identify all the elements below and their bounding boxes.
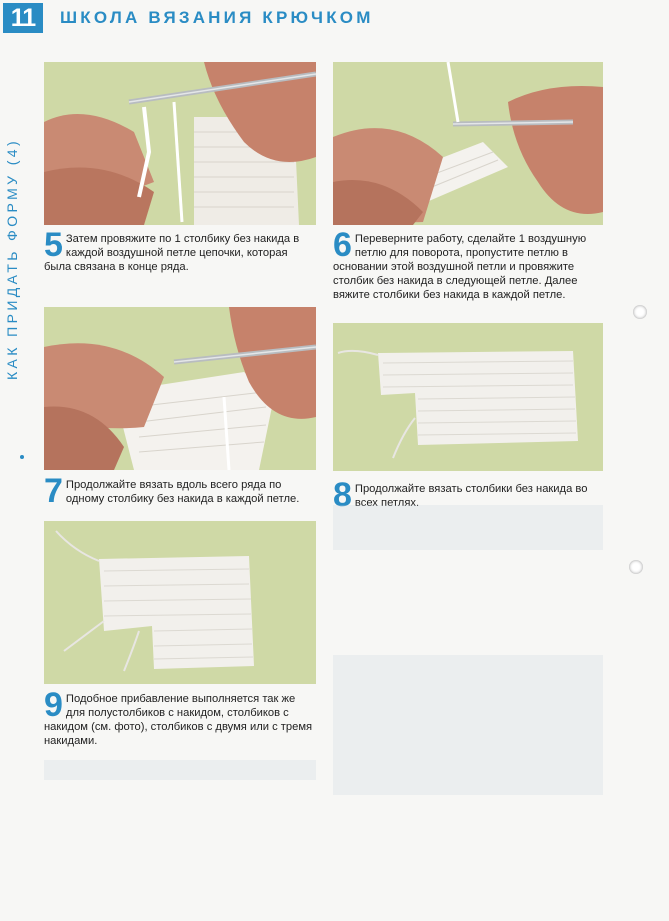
- section-sidebar: [4, 50, 24, 420]
- page-title: ШКОЛА ВЯЗАНИЯ КРЮЧКОМ: [60, 8, 374, 27]
- show-through-area: [333, 505, 603, 550]
- step-number: 9: [44, 686, 63, 724]
- photo-step-7-image: [44, 307, 316, 470]
- step-text: Подобное прибавление выполняется так же для полустолбиков с накидом, столбиков с накидом (см. фото), столбиков с двумя или с тремя накидами.: [44, 693, 313, 747]
- photo-step-6-image: [333, 62, 603, 225]
- show-through-area: [44, 760, 316, 780]
- step-9: [44, 686, 316, 748]
- step-number: 6: [333, 226, 352, 264]
- step-text: Затем провяжите по 1 столбику без накида в каждой воздушной петле цепочки, которая была связана в конце ряда.: [44, 233, 300, 273]
- page-header: [0, 0, 669, 42]
- sidebar-label: КАК ПРИДАТЬ ФОРМУ (4): [4, 137, 20, 380]
- photo-step-6: [333, 62, 603, 225]
- photo-step-5: [44, 62, 316, 225]
- photo-step-5-image: [44, 62, 316, 225]
- binder-hole: [629, 560, 643, 574]
- step-6: [333, 226, 603, 302]
- step-number: 8: [333, 476, 352, 514]
- step-text: Продолжайте вязать вдоль всего ряда по одному столбику без накида в каждой петле.: [65, 479, 300, 505]
- photo-step-8: [333, 323, 603, 471]
- sidebar-dot: [20, 455, 24, 459]
- photo-step-9-image: [44, 521, 316, 684]
- step-text: Продолжайте вязать столбики без накида во всех петлях.: [354, 483, 588, 509]
- photo-step-9: [44, 521, 316, 684]
- show-through-area: [333, 655, 603, 795]
- step-number: 5: [44, 226, 63, 264]
- page-number: 11: [3, 3, 43, 33]
- binder-hole: [633, 305, 647, 319]
- step-5: [44, 226, 316, 274]
- step-text: Переверните работу, сделайте 1 воздушную петлю для поворота, пропустите петлю в основании этой воздушной петли и провяжите столбик без накида в следующей петле. Далее вяжите столбики без накида в каждой петле.: [333, 233, 587, 301]
- photo-step-7: [44, 307, 316, 470]
- step-7: [44, 472, 316, 510]
- step-number: 7: [44, 472, 63, 510]
- photo-step-8-image: [333, 323, 603, 471]
